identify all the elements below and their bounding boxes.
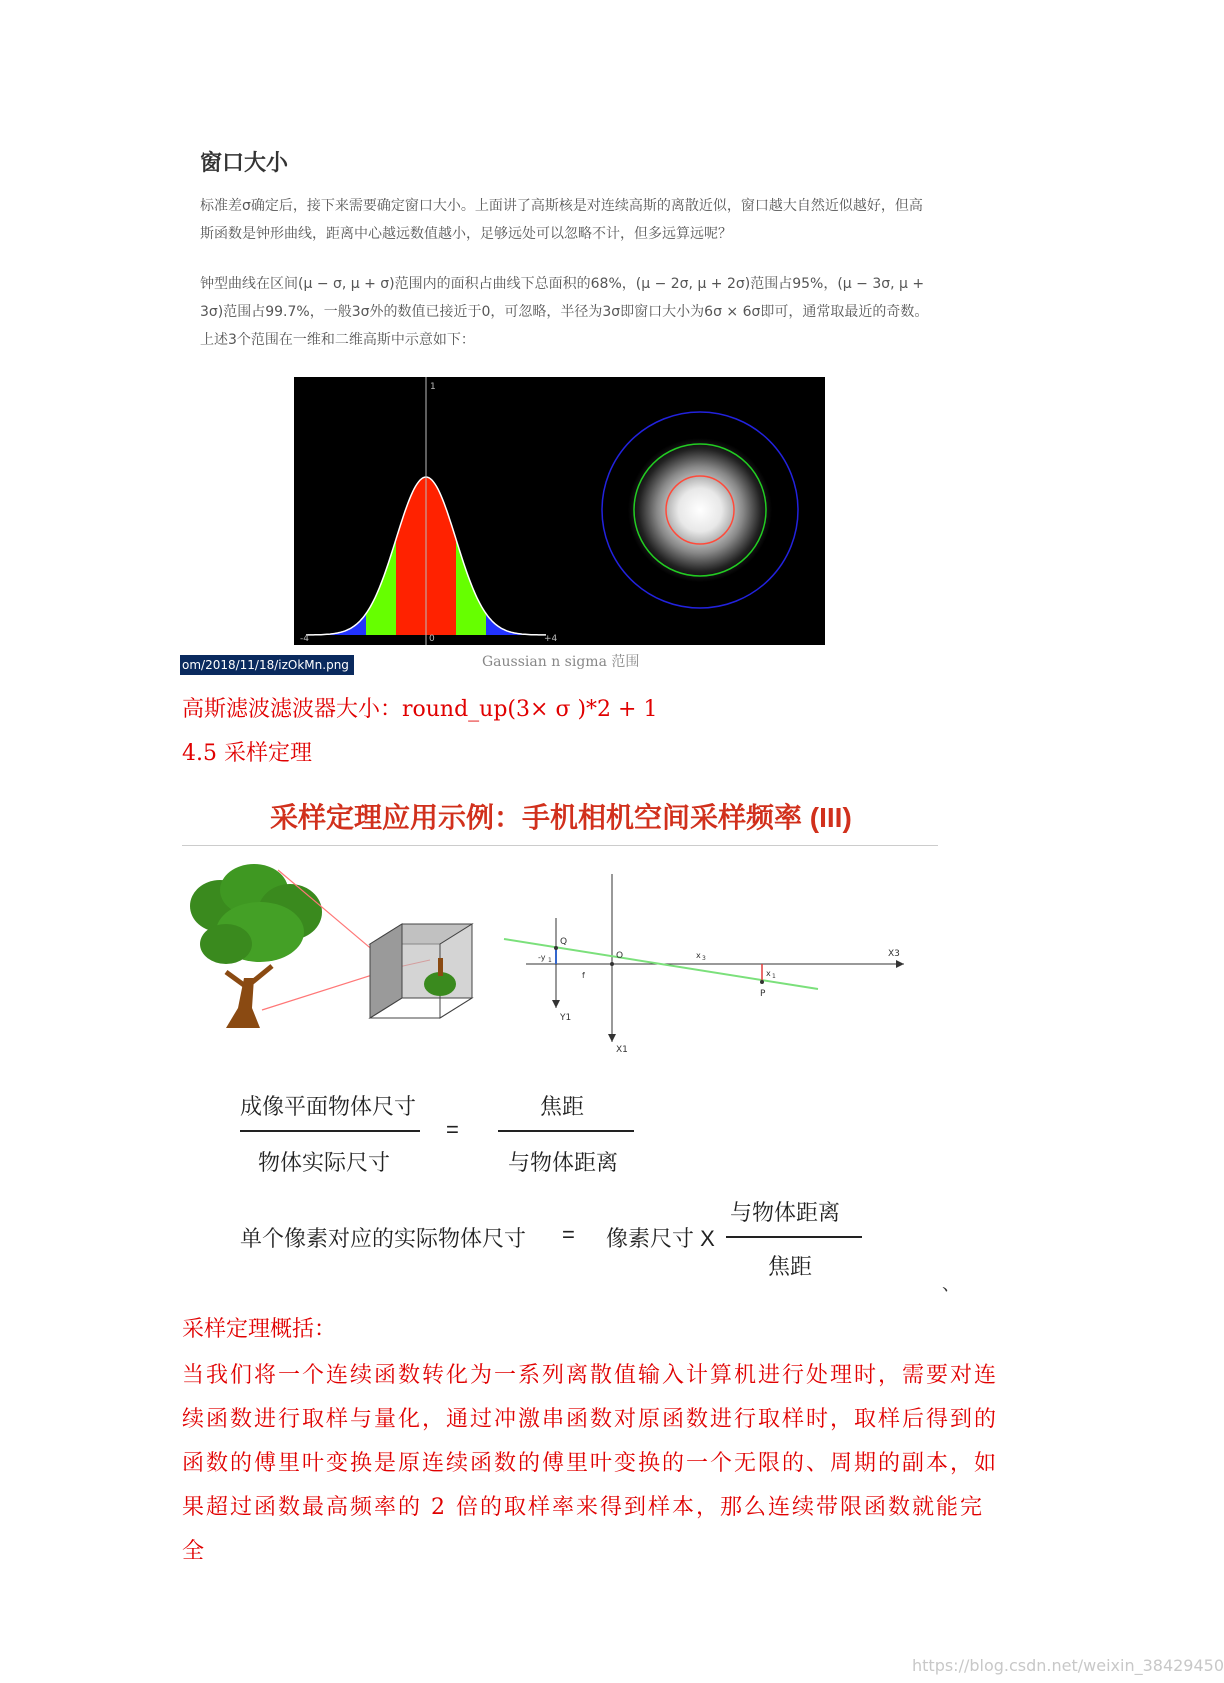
paragraph-sigma-ranges: 钟型曲线在区间(μ − σ, μ + σ)范围内的面积占曲线下总面积的68%，(μ − 2σ, μ + 2σ)范围占95%，(μ − 3σ, μ + 3σ)范围占99.7%，一般3σ外的数值已接近于0，可忽略，半径为3σ即窗口大小为6σ × 6σ即可，通常取最近的奇数。上述3个范围在一维和二维高斯中示意如下： [200,276,929,348]
eq1-lhs-denominator: 物体实际尺寸 [258,1150,391,1175]
paragraph-window-size: 标准差σ确定后，接下来需要确定窗口大小。上面讲了高斯核是对连续高斯的离散近似，窗口越大自然近似越好，但高斯函数是钟形曲线，距离中心越远数值越小，足够远处可以忽略不计，但多远算远呢？ [200,198,923,242]
eq2-equals: = [562,1222,575,1247]
svg-text:3: 3 [702,955,706,962]
tree-icon [190,864,322,1028]
svg-text:1: 1 [772,973,776,980]
section-title: 窗口大小 [200,151,289,176]
eq2-rhs-numerator: 与物体距离 [730,1200,841,1225]
eq1-rhs-numerator: 焦距 [540,1094,585,1119]
summary-title: 采样定理概括： [182,1317,337,1342]
eq1-rhs-denominator: 与物体距离 [508,1150,619,1175]
svg-text:X3: X3 [888,949,900,959]
svg-text:Y1: Y1 [560,1013,572,1023]
eq1-rhs-fraction-bar [498,1130,634,1132]
sampling-heading: 4.5 采样定理 [182,741,312,766]
summary-body: 当我们将一个连续函数转化为一系列离散值输入计算机进行处理时，需要对连续函数进行取样与量化，通过冲激串函数对原函数进行取样时，取样后得到的函数的傅里叶变换是原连续函数的傅里叶变换的一个无限的、周期的副本，如果超过函数最高频率的 2 倍的取样率来得到样本，那么连续带限函数就能完全 [182,1363,999,1564]
slide-illustration [182,860,942,1060]
gaussian-2d-blob [628,438,772,582]
svg-text:O: O [616,951,624,961]
eq1-equals: = [446,1117,459,1142]
label-center: 0 [429,634,435,644]
eq2-rhs-fraction-bar [726,1236,862,1238]
watermark: https://blog.csdn.net/weixin_38429450 [912,1656,1224,1675]
figure-caption: Gaussian n sigma 范围 [482,654,640,670]
eq2-rhs-prefix: 像素尺寸 X [606,1226,715,1251]
svg-text:X1: X1 [616,1045,628,1055]
label-left: -4 [300,634,309,644]
image-url-strip[interactable]: om/2018/11/18/izOkMn.png [180,655,354,675]
gaussian-figure-svg [294,377,825,645]
svg-text:x: x [766,969,771,978]
stray-mark: 、 [942,1274,960,1295]
camera-box-icon [370,924,472,1018]
eq2-rhs-denominator: 焦距 [768,1254,813,1279]
eq1-lhs-numerator: 成像平面物体尺寸 [240,1094,417,1119]
gaussian-sigma-figure [294,377,825,645]
svg-text:-y: -y [538,953,546,962]
svg-text:P: P [760,989,766,999]
label-top: 1 [430,382,436,392]
optics-diagram [504,874,904,1055]
slide-title: 采样定理应用示例：手机相机空间采样频率 (III) [270,802,852,833]
slide-illustration-svg [182,860,942,1060]
slide-divider [182,845,938,846]
svg-text:Q: Q [560,937,568,947]
label-right: +4 [544,634,558,644]
svg-text:x: x [696,951,701,960]
eq1-lhs-fraction-bar [240,1130,420,1132]
eq2-lhs: 单个像素对应的实际物体尺寸 [240,1226,527,1251]
svg-text:f: f [582,971,585,980]
filter-size-formula: 高斯滤波滤波器大小：round_up(3× σ )*2 + 1 [182,697,658,722]
svg-text:1: 1 [548,957,552,964]
